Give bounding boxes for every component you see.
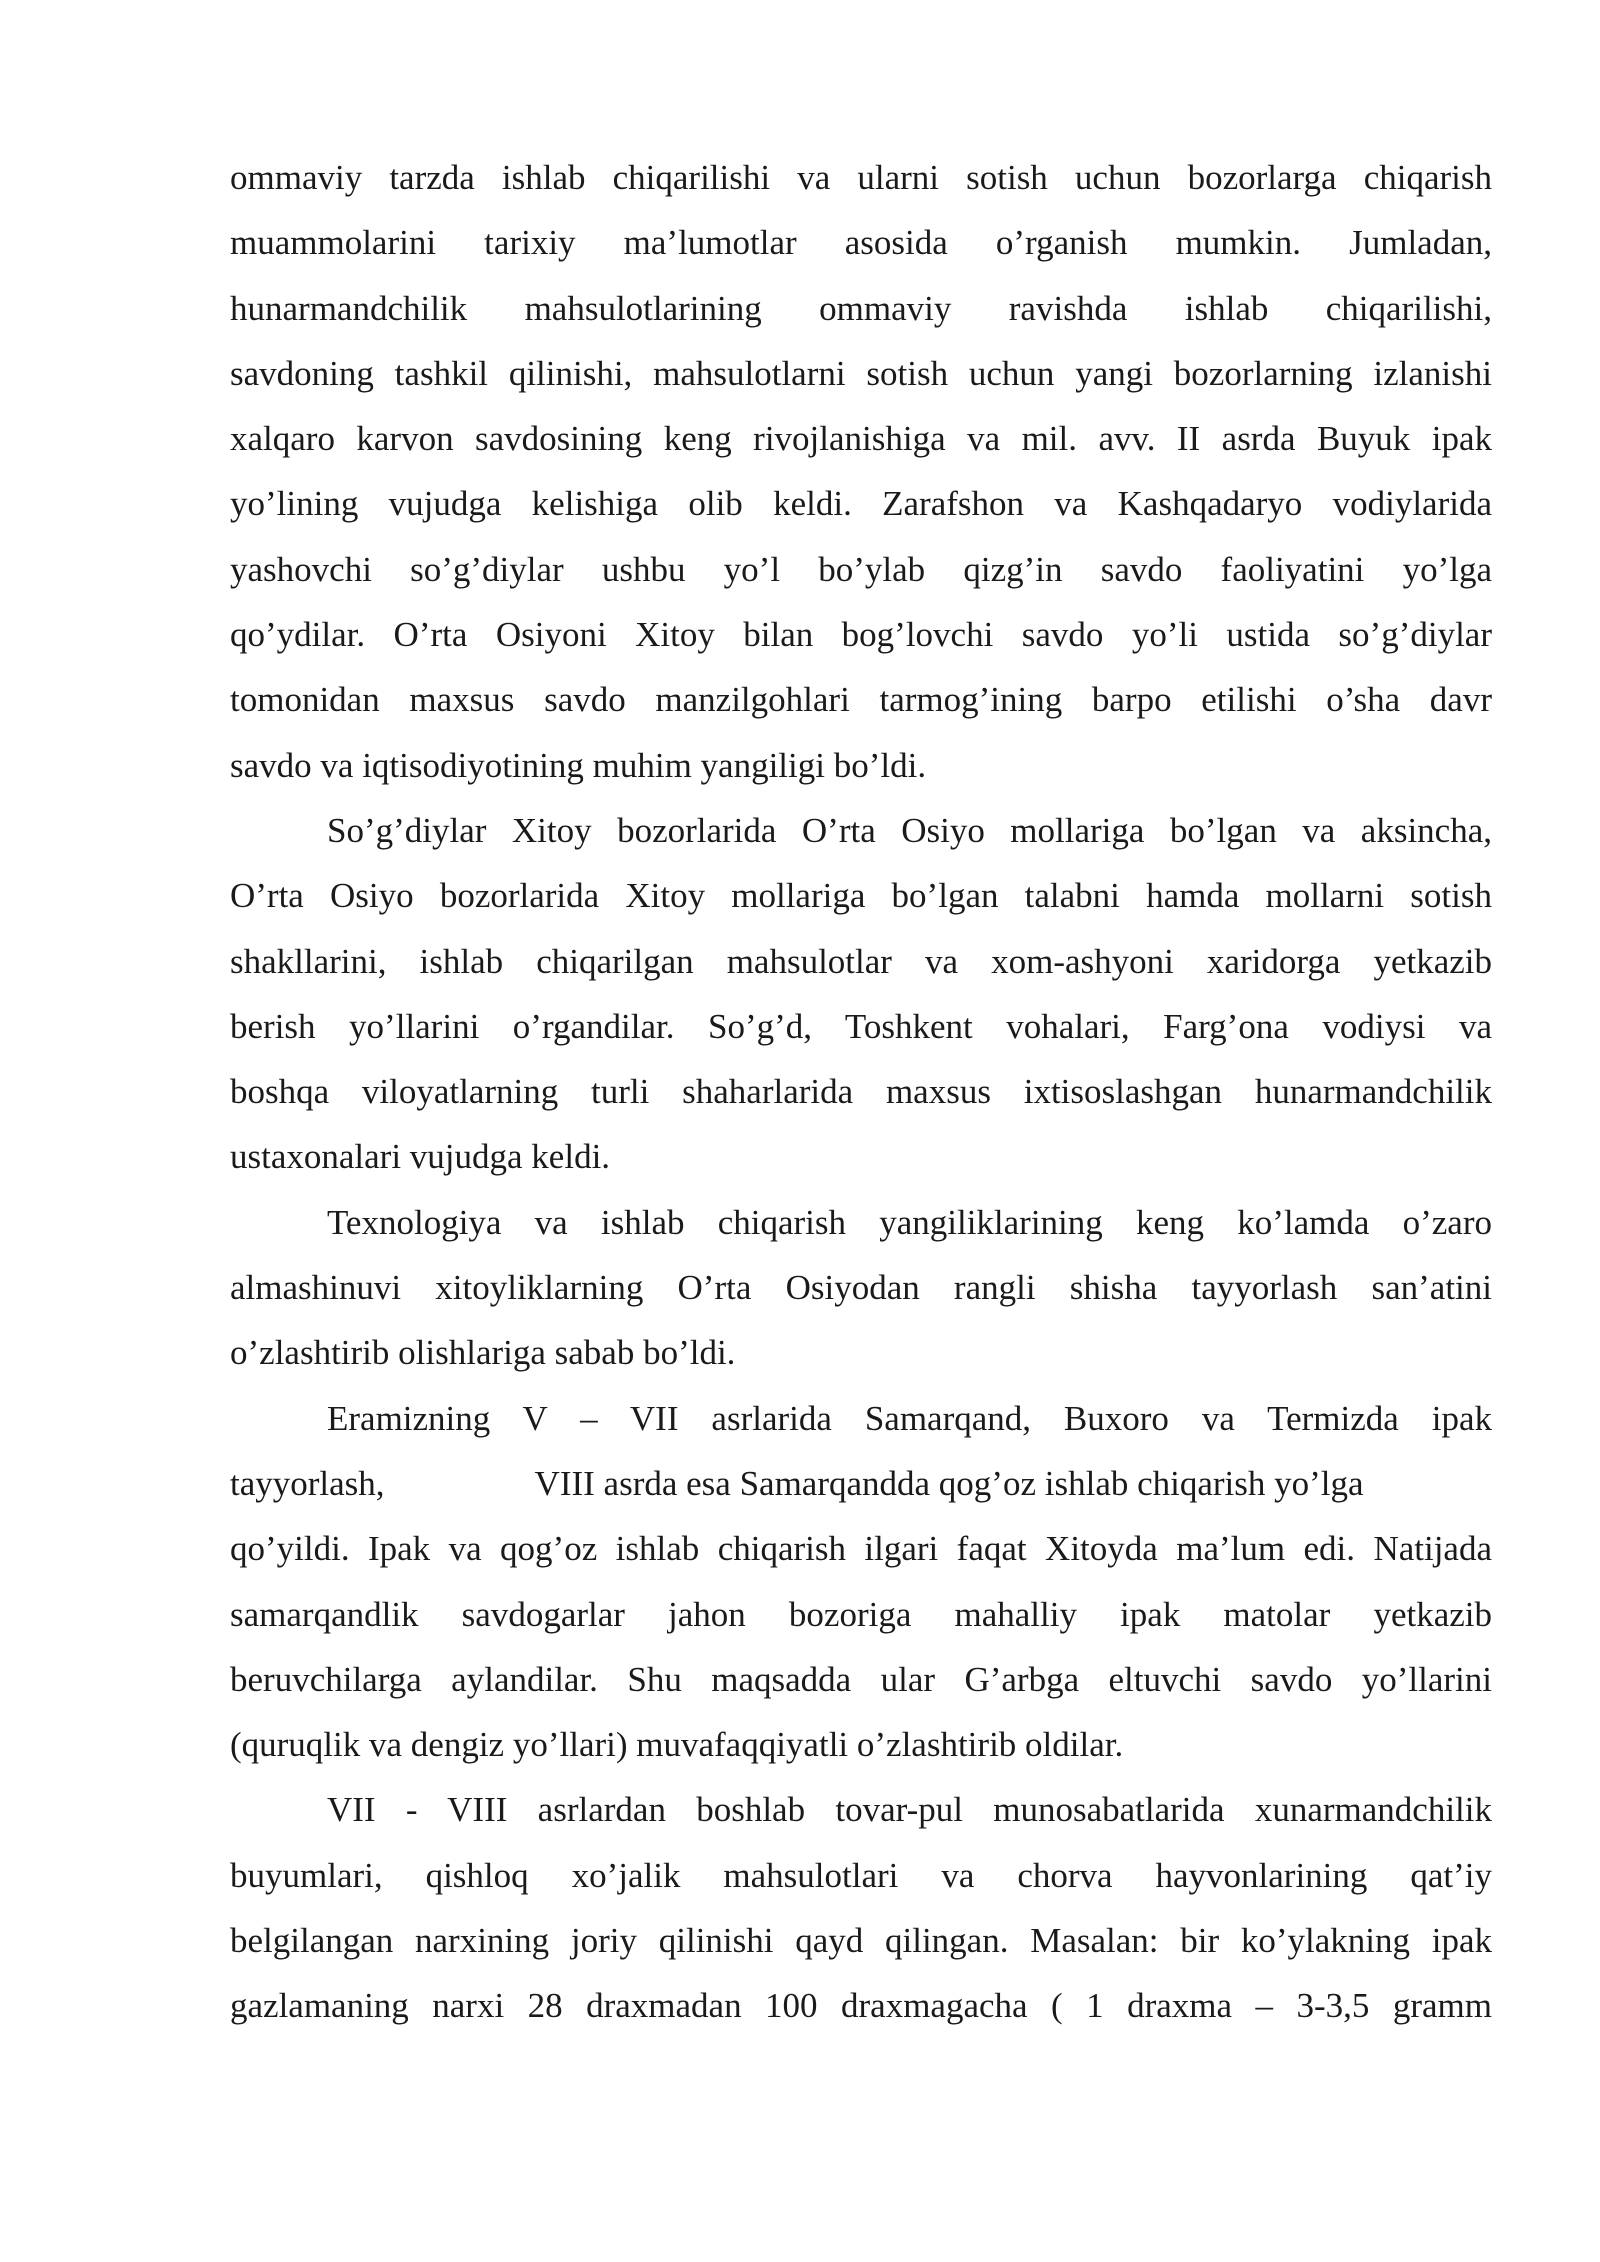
text-line: qo’yildi. Ipak va qog’oz ishlab chiqarish ilgari faqat Xitoyda ma’lum edi. Natijada <box>230 1529 1492 1569</box>
text-line: hunarmandchilik mahsulotlarining ommaviy ravishda ishlab chiqarilishi, <box>230 288 1492 328</box>
text-line: berish yo’llarini o’rgandilar. So’g’d, Toshkent vohalari, Farg’ona vodiysi va <box>230 1006 1492 1046</box>
text-line: yo’lining vujudga kelishiga olib keldi. Zarafshon va Kashqadaryo vodiylarida <box>230 484 1492 524</box>
text-line: boshqa viloyatlarning turli shaharlarida maxsus ixtisoslashgan hunarmandchilik <box>230 1072 1492 1112</box>
text-line: buyumlari, qishloq xo’jalik mahsulotlari va chorva hayvonlarining qat’iy <box>230 1855 1492 1895</box>
text-line: So’g’diylar Xitoy bozorlarida O’rta Osiyo mollariga bo’lgan va aksincha, <box>327 810 1492 850</box>
document-body <box>230 145 1492 2039</box>
text-line: Eramizning V – VII asrlarida Samarqand, Buxoro va Termizda ipak <box>327 1398 1492 1438</box>
text-line: almashinuvi xitoyliklarning O’rta Osiyodan rangli shisha tayyorlash san’atini <box>230 1268 1492 1308</box>
text-line: O’rta Osiyo bozorlarida Xitoy mollariga bo’lgan talabni hamda mollarni sotish <box>230 876 1492 916</box>
text-fragment: VIII asrda esa Samarqandda qog’oz ishlab chiqarish yo’lga <box>534 1463 1364 1503</box>
text-line: xalqaro karvon savdosining keng rivojlanishiga va mil. avv. II asrda Buyuk ipak <box>230 419 1492 459</box>
text-line: savdo va iqtisodiyotining muhim yangiligi bo’ldi. <box>230 745 927 785</box>
text-line: samarqandlik savdogarlar jahon bozoriga mahalliy ipak matolar yetkazib <box>230 1594 1492 1634</box>
text-line: qo’ydilar. O’rta Osiyoni Xitoy bilan bog’lovchi savdo yo’li ustida so’g’diylar <box>230 615 1492 655</box>
text-line: belgilangan narxining joriy qilinishi qayd qilingan. Masalan: bir ko’ylakning ipak <box>230 1921 1492 1961</box>
text-fragment: tayyorlash, <box>230 1463 385 1503</box>
text-line: ustaxonalari vujudga keldi. <box>230 1137 611 1177</box>
text-line: Texnologiya va ishlab chiqarish yangiliklarining keng ko’lamda o’zaro <box>327 1202 1492 1242</box>
text-line: savdoning tashkil qilinishi, mahsulotlarni sotish uchun yangi bozorlarning izlanishi <box>230 353 1492 393</box>
text-line: o’zlashtirib olishlariga sabab bo’ldi. <box>230 1333 736 1373</box>
text-line: muammolarini tarixiy ma’lumotlar asosida o’rganish mumkin. Jumladan, <box>230 223 1492 263</box>
text-line: (quruqlik va dengiz yo’llari) muvafaqqiyatli o’zlashtirib oldilar. <box>230 1725 1124 1765</box>
text-line: yashovchi so’g’diylar ushbu yo’l bo’ylab qizg’in savdo faoliyatini yo’lga <box>230 549 1492 589</box>
text-line-split <box>230 1451 1492 1516</box>
text-line: gazlamaning narxi 28 draxmadan 100 draxmagacha ( 1 draxma – 3-3,5 gramm <box>230 1986 1492 2026</box>
text-line: tomonidan maxsus savdo manzilgohlari tarmog’ining barpo etilishi o’sha davr <box>230 680 1492 720</box>
text-line: VII - VIII asrlardan boshlab tovar-pul munosabatlarida xunarmandchilik <box>327 1790 1492 1830</box>
text-line: ommaviy tarzda ishlab chiqarilishi va ularni sotish uchun bozorlarga chiqarish <box>230 158 1492 197</box>
text-line: shakllarini, ishlab chiqarilgan mahsulotlar va xom-ashyoni xaridorga yetkazib <box>230 941 1492 981</box>
text-line: beruvchilarga aylandilar. Shu maqsadda ular G’arbga eltuvchi savdo yo’llarini <box>230 1659 1492 1699</box>
